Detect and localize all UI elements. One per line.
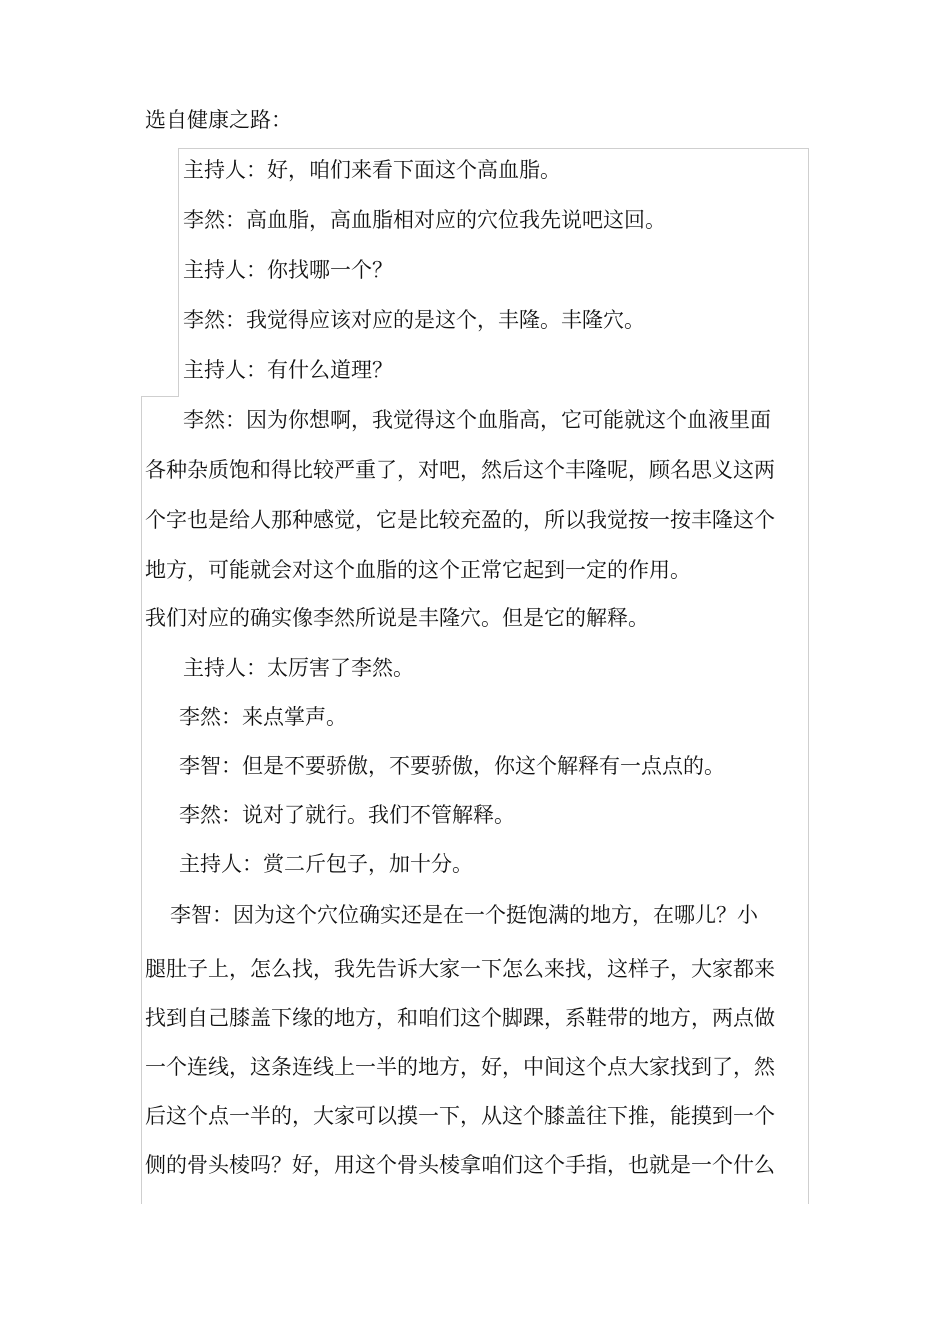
dialogue-line: 李然：说对了就行。我们不管解释。 — [179, 803, 515, 827]
paragraph-line: 各种杂质饱和得比较严重了，对吧，然后这个丰隆呢，顾名思义这两 — [145, 458, 775, 482]
explanation-line: 我们对应的确实像李然所说是丰隆穴。但是它的解释。 — [145, 606, 649, 630]
box-left-border — [178, 148, 179, 396]
paragraph-line: 李智：因为这个穴位确实还是在一个挺饱满的地方，在哪儿？小 — [170, 903, 758, 927]
page-left-border — [141, 396, 142, 1204]
dialogue-line: 李然：来点掌声。 — [179, 705, 347, 729]
dialogue-line: 主持人：太厉害了李然。 — [183, 656, 414, 680]
dialogue-line: 李智：但是不要骄傲，不要骄傲，你这个解释有一点点的。 — [179, 754, 725, 778]
page-right-border — [808, 148, 809, 1204]
paragraph-line: 个字也是给人那种感觉，它是比较充盈的，所以我觉按一按丰隆这个 — [145, 508, 775, 532]
box-top-border — [178, 148, 808, 149]
dialogue-line: 主持人：有什么道理？ — [183, 358, 393, 382]
dialogue-line: 主持人：好，咱们来看下面这个高血脂。 — [183, 158, 561, 182]
dialogue-line: 李然：我觉得应该对应的是这个，丰隆。丰隆穴。 — [183, 308, 645, 332]
paragraph-line: 侧的骨头棱吗？好，用这个骨头棱拿咱们这个手指，也就是一个什么 — [145, 1153, 775, 1177]
paragraph-line: 一个连线，这条连线上一半的地方，好，中间这个点大家找到了，然 — [145, 1055, 775, 1079]
paragraph-line: 李然：因为你想啊，我觉得这个血脂高，它可能就这个血液里面 — [183, 408, 771, 432]
paragraph-line: 腿肚子上，怎么找，我先告诉大家一下怎么来找，这样子，大家都来 — [145, 957, 775, 981]
dialogue-line: 李然：高血脂，高血脂相对应的穴位我先说吧这回。 — [183, 208, 666, 232]
paragraph-line: 后这个点一半的，大家可以摸一下，从这个膝盖往下推，能摸到一个 — [145, 1104, 775, 1128]
paragraph-line: 地方，可能就会对这个血脂的这个正常它起到一定的作用。 — [145, 558, 691, 582]
dialogue-line: 主持人：赏二斤包子，加十分。 — [179, 852, 473, 876]
paragraph-line: 找到自己膝盖下缘的地方，和咱们这个脚踝，系鞋带的地方，两点做 — [145, 1006, 775, 1030]
source-heading: 选自健康之路： — [145, 108, 292, 132]
dialogue-line: 主持人：你找哪一个？ — [183, 258, 393, 282]
box-step-border — [141, 396, 179, 397]
